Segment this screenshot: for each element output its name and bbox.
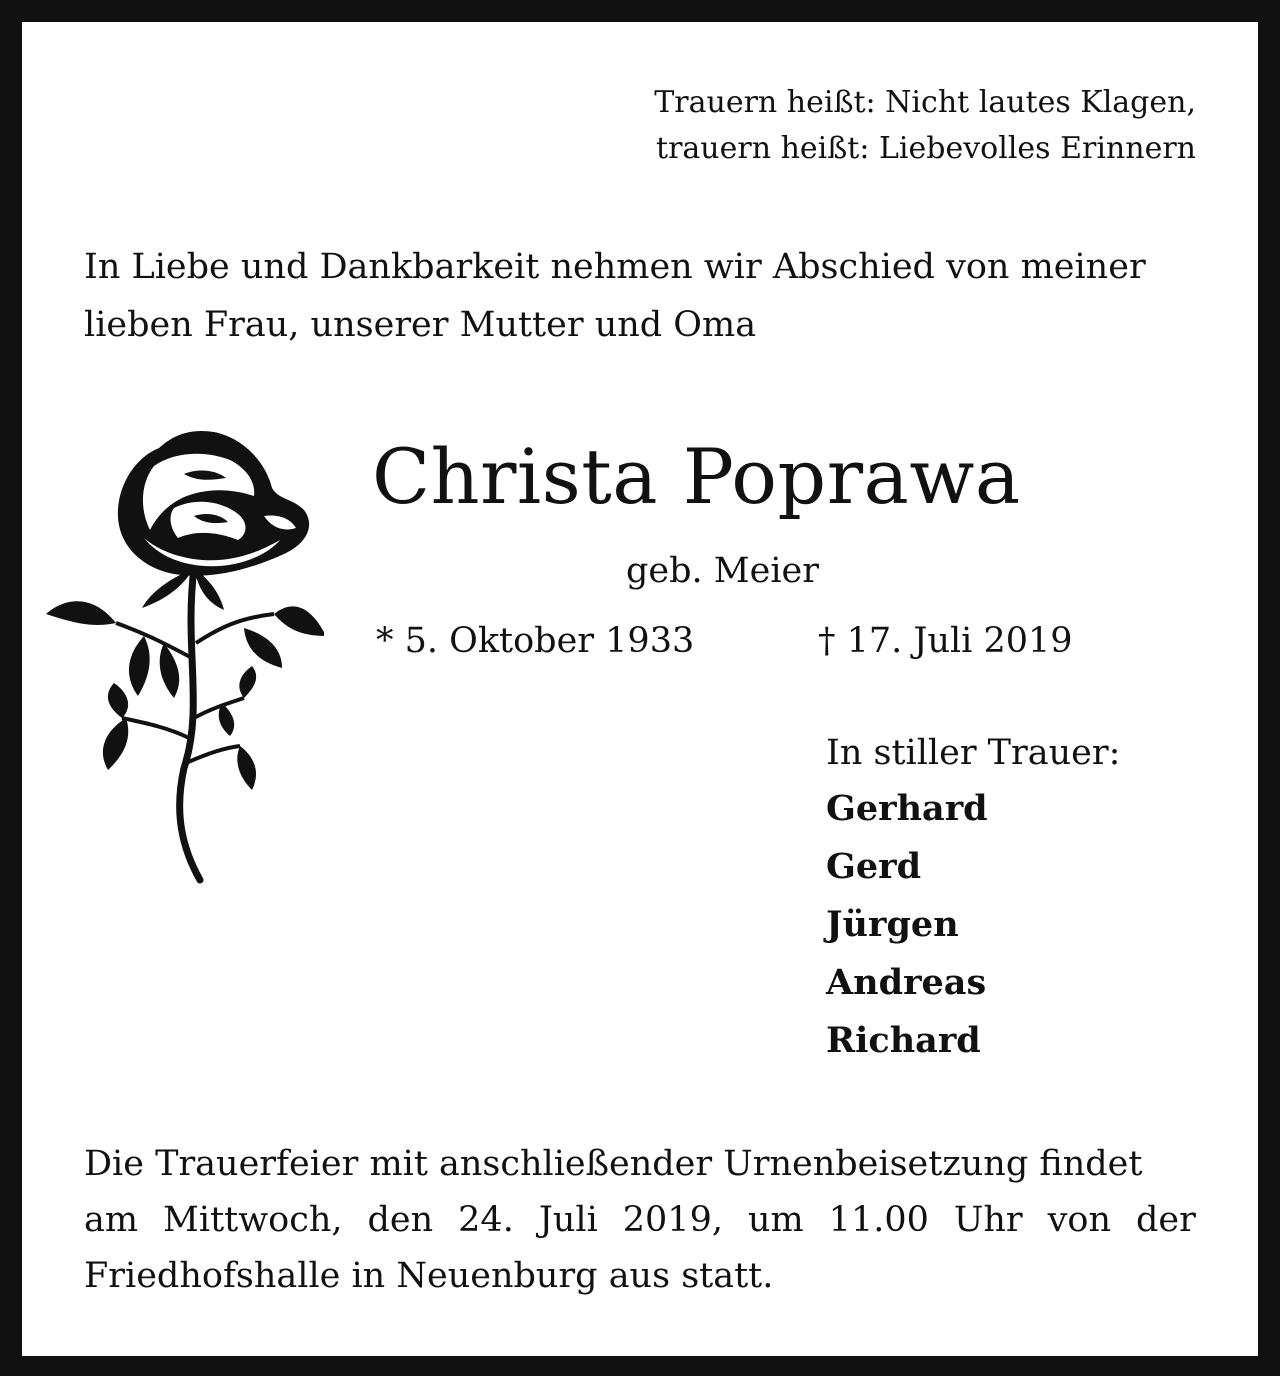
funeral-info-line-3: Friedhofshalle in Neuenburg aus statt.: [84, 1256, 774, 1296]
funeral-info-word: Mittwoch,: [163, 1200, 343, 1240]
intro-text: [84, 238, 1196, 354]
mourner-name: Gerhard: [826, 788, 988, 829]
intro-line-1: In Liebe und Dankbarkeit nehmen wir Abschied von meiner: [84, 247, 1146, 287]
deceased-name: Christa Poprawa: [372, 432, 1021, 521]
funeral-info-word: 24.: [458, 1200, 514, 1240]
funeral-info-word: den: [367, 1200, 434, 1240]
funeral-info-word: von: [1047, 1200, 1112, 1240]
motto-line-2: trauern heißt: Liebevolles Erinnern: [656, 131, 1196, 166]
mourners-heading: In stiller Trauer:: [826, 733, 1121, 773]
motto-line-1: Trauern heißt: Nicht lautes Klagen,: [654, 85, 1196, 120]
funeral-info-line-1: Die Trauerfeier mit anschließender Urnenbeisetzung findet: [84, 1144, 1143, 1184]
obituary-notice: [22, 22, 1258, 1356]
mourner-name: Andreas: [826, 962, 987, 1003]
maiden-name: geb. Meier: [626, 551, 819, 591]
motto-quote: [654, 80, 1196, 172]
death-date: † 17. Juli 2019: [818, 621, 1073, 661]
mourners-list: [826, 780, 988, 1070]
funeral-info-word: 11.00: [828, 1200, 929, 1240]
funeral-info-word: der: [1136, 1200, 1196, 1240]
mourner-name: Gerd: [826, 846, 922, 887]
funeral-info-line-2: [84, 1192, 1196, 1248]
funeral-info-word: am: [84, 1200, 139, 1240]
birth-date: * 5. Oktober 1933: [376, 621, 695, 661]
rose-icon: [34, 418, 324, 888]
intro-line-2: lieben Frau, unserer Mutter und Oma: [84, 305, 757, 345]
funeral-info-word: Uhr: [953, 1200, 1023, 1240]
funeral-info-word: Juli: [538, 1200, 598, 1240]
funeral-info-word: um: [747, 1200, 804, 1240]
funeral-info-word: 2019,: [622, 1200, 723, 1240]
funeral-info: [84, 1136, 1196, 1304]
mourner-name: Richard: [826, 1020, 981, 1061]
mourner-name: Jürgen: [826, 904, 959, 945]
